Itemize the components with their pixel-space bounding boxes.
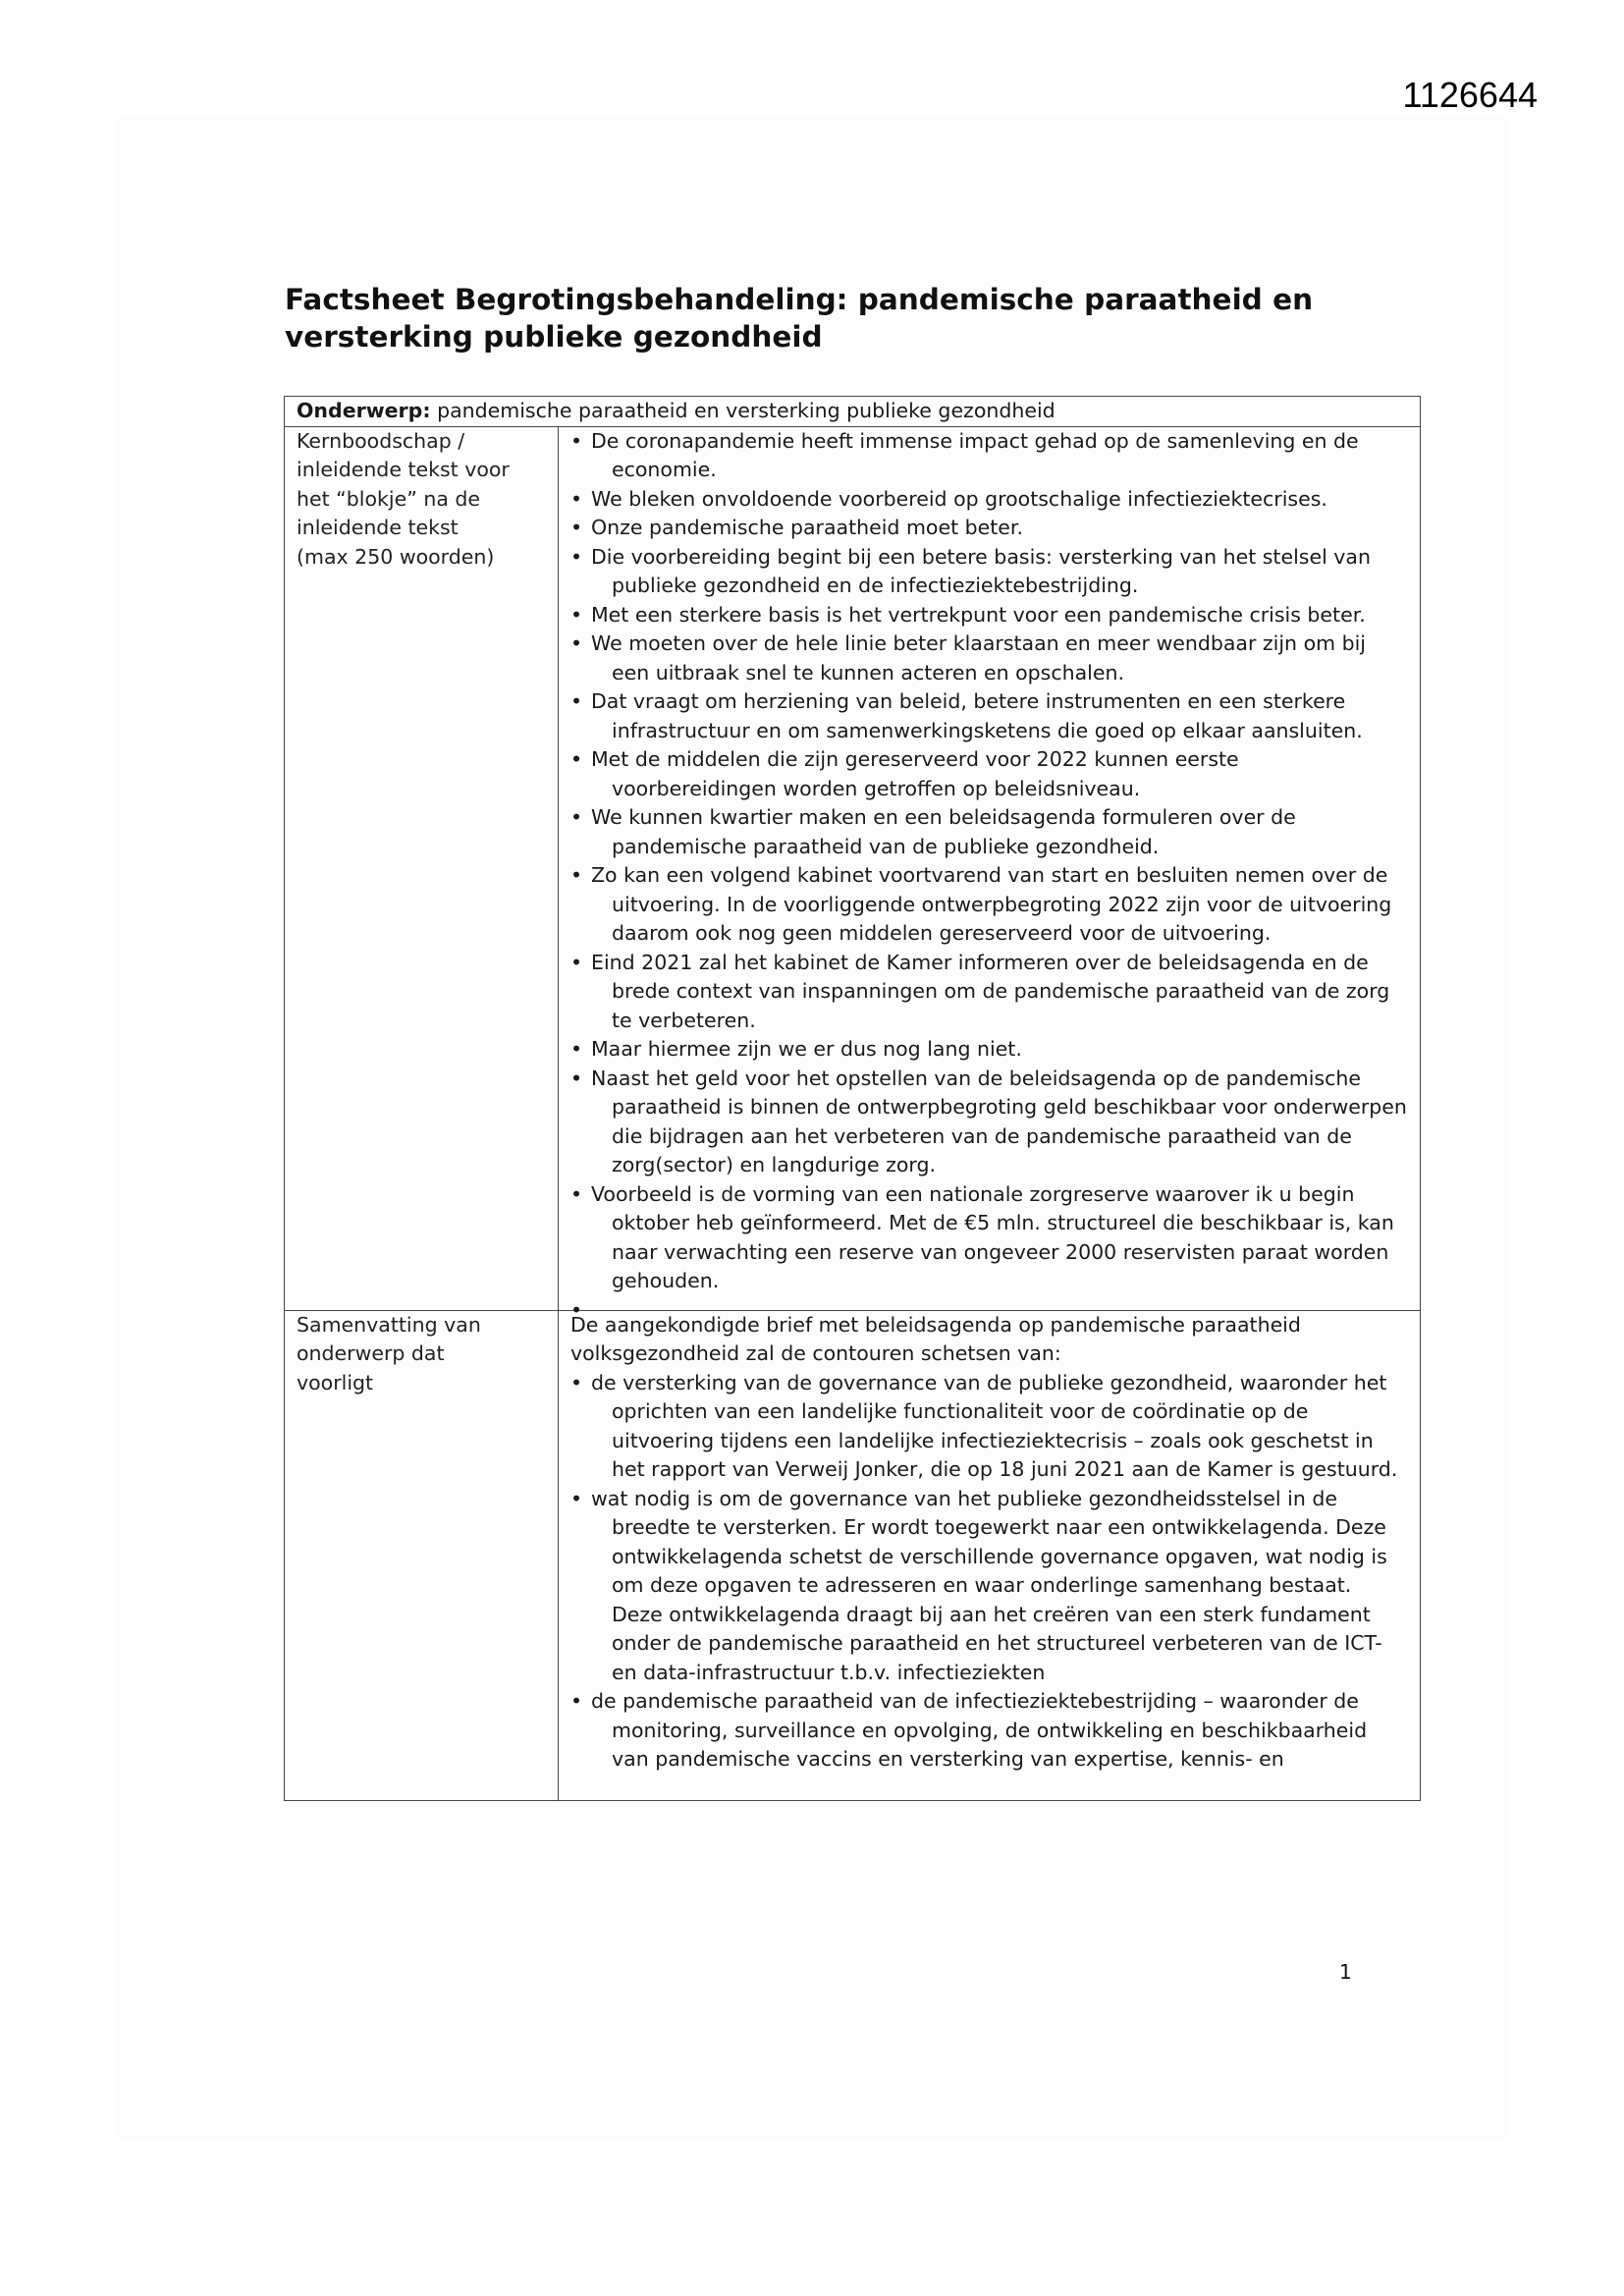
bullet-item: • wat nodig is om de governance van het publieke gezondheidsstelsel in de breedte te versterken. Er wordt toegewerkt naar een ontwikkelagenda. Deze ontwikkelagenda schetst de verschillende governance opgaven, wat nodig is om deze opgaven te adresseren en waar onderlinge samenhang bestaat. Deze ontwikkelagenda draagt bij aan het creëren van een sterk fundament onder de pandemische paraatheid en het structureel verbeteren van de ICT- en data-infrastructuur t.b.v. infectieziekten [570, 1485, 1408, 1688]
core-message-label: Kernboodschap / inleidende tekst voor het “blokje” na de inleidende tekst (max 250 woorden) [297, 428, 510, 569]
bullet-item: • We moeten over de hele linie beter klaarstaan en meer wendbaar zijn om bij een uitbraak snel te kunnen acteren en opschalen. [570, 629, 1408, 687]
page-number: 1 [1339, 1960, 1352, 1984]
bullet-item: • de versterking van de governance van de publieke gezondheid, waaronder het oprichten van een landelijke functionaliteit voor de coördinatie op de uitvoering tijdens een landelijke infectieziektecrisis – zoals ook geschetst in het rapport van Verweij Jonker, die op 18 juni 2021 aan de Kamer is gestuurd. [570, 1369, 1408, 1485]
subject-cell [285, 397, 1421, 427]
summary-bullets [570, 1369, 1408, 1775]
summary-label: Samenvatting van onderwerp dat voorligt [297, 1312, 481, 1394]
bullet-item: • Met een sterkere basis is het vertrekpunt voor een pandemische crisis beter. [570, 601, 1408, 630]
bullet-item: • Onze pandemische paraatheid moet beter. [570, 514, 1408, 543]
core-message-label-cell [285, 426, 559, 1310]
bullet-item: • Naast het geld voor het opstellen van de beleidsagenda op de pandemische paraatheid is binnen de ontwerpbegroting geld beschikbaar voor onderwerpen die bijdragen aan het verbeteren van de pandemische paraatheid van de zorg(sector) en langdurige zorg. [570, 1065, 1408, 1180]
bullet-item: • Dat vraagt om herziening van beleid, betere instrumenten en een sterkere infrastructuur en om samenwerkingsketens die goed op elkaar aansluiten. [570, 687, 1408, 745]
subject-label: Onderwerp: [297, 399, 431, 422]
core-message-content-cell [559, 426, 1421, 1310]
factsheet-table [284, 396, 1421, 1801]
core-message-row [285, 426, 1421, 1310]
bullet-item: • Met de middelen die zijn gereserveerd voor 2022 kunnen eerste voorbereidingen worden getroffen op beleidsniveau. [570, 745, 1408, 803]
bullet-item: • Maar hiermee zijn we er dus nog lang niet. [570, 1035, 1408, 1065]
document-title: Factsheet Begrotingsbehandeling: pandemische paraatheid en versterking publieke gezondheid [285, 283, 1314, 354]
bullet-item: • De coronapandemie heeft immense impact gehad op de samenleving en de economie. [570, 427, 1408, 485]
bullet-item: • Eind 2021 zal het kabinet de Kamer informeren over de beleidsagenda en de brede context van inspanningen om de pandemische paraatheid van de zorg te verbeteren. [570, 949, 1408, 1036]
bullet-item: • Die voorbereiding begint bij een betere basis: versterking van het stelsel van publieke gezondheid en de infectieziektebestrijding. [570, 543, 1408, 601]
summary-intro: De aangekondigde brief met beleidsagenda op pandemische paraatheid volksgezondheid zal de contouren schetsen van: [570, 1312, 1301, 1365]
bullet-item: • Zo kan een volgend kabinet voortvarend van start en besluiten nemen over de uitvoering. In de voorliggende ontwerpbegroting 2022 zijn voor de uitvoering daarom ook nog geen middelen gereserveerd voor de uitvoering. [570, 861, 1408, 949]
summary-label-cell [285, 1310, 559, 1800]
bullet-item: • de pandemische paraatheid van de infectieziektebestrijding – waaronder de monitoring, surveillance en opvolging, de ontwikkeling en beschikbaarheid van pandemische vaccins en versterking van expertise, kennis- en [570, 1687, 1408, 1775]
subject-row [285, 397, 1421, 427]
summary-row [285, 1310, 1421, 1800]
subject-value: pandemische paraatheid en versterking publieke gezondheid [437, 399, 1056, 422]
bullet-item: • We kunnen kwartier maken en een beleidsagenda formuleren over de pandemische paraatheid van de publieke gezondheid. [570, 803, 1408, 861]
bullet-item: • We bleken onvoldoende voorbereid op grootschalige infectieziektecrises. [570, 485, 1408, 515]
bullet-item: • Voorbeeld is de vorming van een nationale zorgreserve waarover ik u begin oktober heb geïnformeerd. Met de €5 mln. structureel die beschikbaar is, kan naar verwachting een reserve van ongeveer 2000 reservisten paraat worden gehouden. [570, 1180, 1408, 1296]
summary-content-cell [559, 1310, 1421, 1800]
core-message-bullets [570, 427, 1408, 1296]
document-id: 1126644 [1402, 75, 1538, 115]
